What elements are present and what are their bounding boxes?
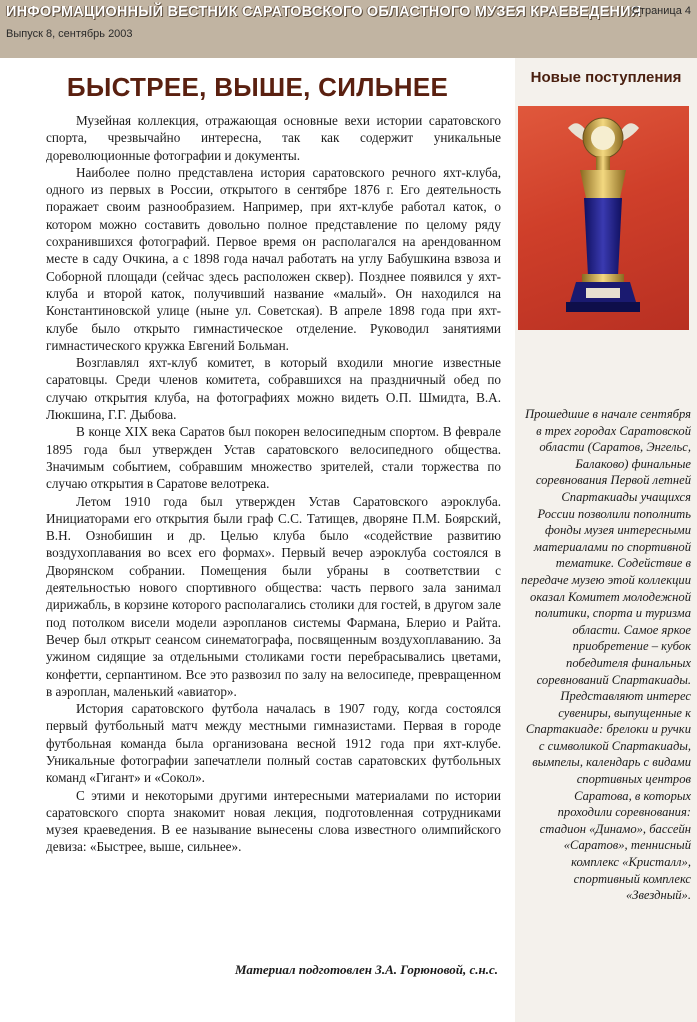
article-paragraph: Музейная коллекция, отражающая основные вехи истории саратовского спорта, чрезвычайно интересна, так как содержит уникальные дореволюционные фотографии и документы. <box>46 113 501 163</box>
masthead <box>0 0 697 58</box>
article-paragraph: С этими и некоторыми другими интересными материалами по истории саратовского спорта знакомит новая лекция, подготовленная сотрудниками музея краеведения. В ее называние вынесены слова известного олимпийского девиза: «Быстрее, выше, сильнее». <box>46 787 501 855</box>
page-number: Страница 4 <box>631 5 691 17</box>
article-paragraph: Наиболее полно представлена история саратовского речного яхт-клуба, одного из первых в России, открытого в сентябре 1876 г. Его деятельность поражает своим разнообразием. Например, при яхт-клубе работал каток, о котором можно составить довольно полное представление по целому ряду сохранившихся фотографий. Первое время он располагался на арендованном месте в саду Очкина, а с 1898 года начал работать на углу Бабушкина взвоза и Соборной площади (сейчас здесь расположен сквер). Позднее появился у яхт-клуба и второй каток, получивший название «малый». Он находился на Константиновской улице (ныне ул. Советская). В апреле 1898 года при яхт-клубе было открыто гимнастическое отделение. Руководил занятиями гимнастического кружка Евгений Больман. <box>46 164 501 353</box>
trophy-cup-photo <box>518 106 689 330</box>
trophy-cup-icon <box>518 106 689 330</box>
article-paragraph: История саратовского футбола началась в 1907 году, когда состоялся первый футбольный матч между местными гимназистами. Первая в городе футбольная команда была организована весной 1912 года при яхт-клубе. Уникальные фотографии запечатлели полный состав саратовских футбольных команд «Гигант» и «Сокол». <box>46 701 501 786</box>
article-paragraph: Возглавлял яхт-клуб комитет, в который входили многие известные саратовцы. Среди членов комитета, собравшихся на праздничный обед по случаю открытия клуба, на фотографиях можно видеть О.П. Шмидта, В.А. Люкшина, Г.Г. Дыбова. <box>46 355 501 423</box>
article-paragraph: В конце XIX века Саратов был покорен велосипедным спортом. В феврале 1895 года был утвержден Устав саратовского велосипедного общества. Значимым событием, собравшим множество зрителей, стали торжества по случаю открытия в Саратове велотрека. <box>46 424 501 492</box>
issue-info: Выпуск 8, сентябрь 2003 <box>6 28 133 40</box>
sidebar <box>515 58 697 1022</box>
article-title: БЫСТРЕЕ, ВЫШЕ, СИЛЬНЕЕ <box>66 72 449 102</box>
article-body <box>46 112 501 856</box>
sidebar-caption: Прошедшие в начале сентября в трех городах Саратовской области (Саратов, Энгельс, Балаково) финальные соревнования Первой летней Спартакиады учащихся России позволили пополнить фонды музея интересными материалами по спортивной тематике. Содействие в передаче музею этой коллекции оказал Комитет молодежной политики, спорта и туризма области. Самое яркое приобретение – кубок победителя финальных соревнований Спартакиады. Представляют интерес сувениры, выпущенные к Спартакиаде: брелоки и ручки с символикой Спартакиады, вымпелы, календарь с видами спортивных центров Саратова, в которых проходили соревнования: стадион «Динамо», бассейн «Саратов», теннисный комплекс «Кристалл», спортивный комплекс «Звездный». <box>521 407 691 903</box>
main-column <box>0 58 515 1022</box>
newsletter-title: ИНФОРМАЦИОННЫЙ ВЕСТНИК САРАТОВСКОГО ОБЛАСТНОГО МУЗЕЯ КРАЕВЕДЕНИЯ <box>6 4 642 20</box>
sidebar-title: Новые поступления <box>530 69 682 86</box>
article-paragraph: Летом 1910 года был утвержден Устав Саратовского аэроклуба. Инициаторами его открытия были граф С.С. Татищев, дворяне П.М. Боярский, В.Н. Ознобишин и др. Целью клуба было «содействие развитию воздухоплавания во всех его формах». Первый вечер аэроклуба состоялся в Дворянском собрании. Помещения были убраны в соответствии с деятельностью нового спортивного общества: часть первого зала занимал дирижабль, в корзине которого располагались столики для гостей, в другом зале под потолком висели модели аэропланов системы Фармана, Блерио и Райта. Вечер был открыт сеансом синематографа, посвященным воздухоплаванию. За ужином сидящие за отдельными столиками гости перебрасывались цветами, конфетти, серпантином. Все это развозил по залу на велосипеде, превращенном в аэроплан, маленький «авиатор». <box>46 493 501 699</box>
author-credit: Материал подготовлен З.А. Горюновой, с.н.с. <box>235 962 498 977</box>
